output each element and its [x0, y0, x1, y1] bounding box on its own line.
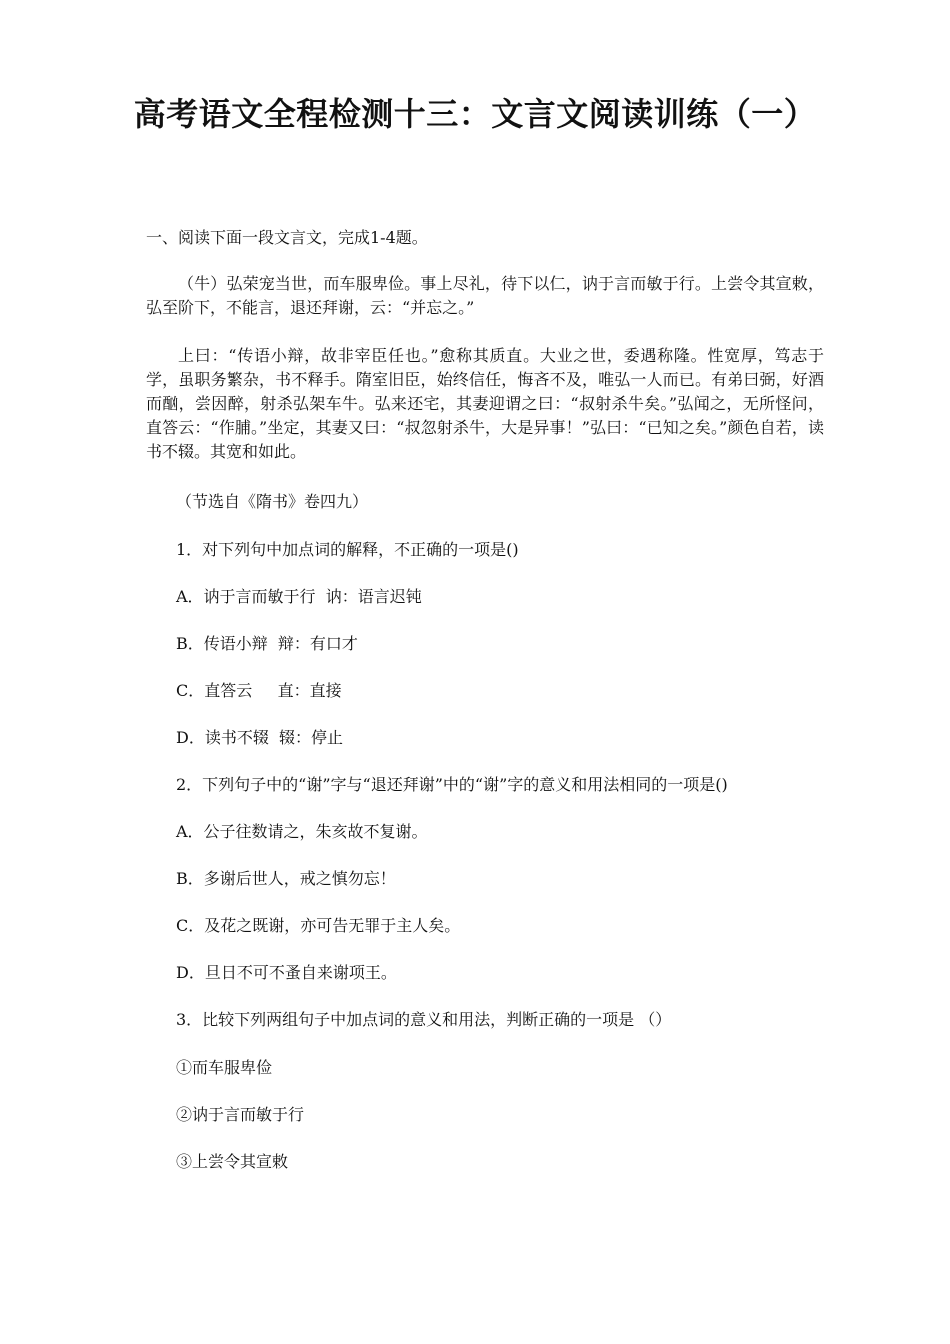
question-2-option-d: D．旦日不可不蚤自来谢项王。 — [176, 963, 397, 982]
question-1-option-b: B．传语小辩 辩：有口才 — [176, 634, 358, 653]
question-1-stem: 1．对下列句中加点词的解释，不正确的一项是() — [176, 540, 519, 559]
question-1-option-a: A．讷于言而敏于行 讷：语言迟钝 — [176, 587, 422, 606]
question-3-item-2: ②讷于言而敏于行 — [176, 1105, 305, 1124]
question-2-option-c: C．及花之既谢，亦可告无罪于主人矣。 — [176, 916, 461, 935]
question-2-option-b: B．多谢后世人，戒之慎勿忘！ — [176, 869, 396, 888]
question-2-option-a: A．公子往数请之，朱亥故不复谢。 — [176, 822, 428, 841]
source-citation: （节选自《隋书》卷四九） — [176, 492, 369, 511]
passage-paragraph-2: 上曰：“传语小辩，故非宰臣任也。”愈称其质直。大业之世，委遇称隆。性宽厚，笃志于学，虽职务繁杂，书不释手。隋室旧臣，始终信任，悔吝不及，唯弘一人而已。有弟曰弼，好酒而酗，尝因醉，射杀弘架车牛。弘来还宅，其妻迎谓之曰：“叔射杀牛矣。”弘闻之，无所怪问，直答云：“作脯。”坐定，其妻又曰：“叔忽射杀牛，大是异事！”弘曰：“已知之矣。”颜色自若，读书不辍。其宽和如此。 — [146, 346, 824, 461]
question-3-item-3: ③上尝令其宣敕 — [176, 1152, 289, 1171]
question-3-item-1: ①而车服卑俭 — [176, 1058, 273, 1077]
question-3-stem: 3．比较下列两组句子中加点词的意义和用法，判断正确的一项是 （） — [176, 1010, 672, 1029]
passage-paragraph-1: （牛）弘荣宠当世，而车服卑俭。事上尽礼，待下以仁，讷于言而敏于行。上尝令其宣敕，弘至阶下，不能言，退还拜谢，云：“并忘之。” — [146, 274, 824, 317]
question-2-stem: 2．下列句子中的“谢”字与“退还拜谢”中的“谢”字的意义和用法相同的一项是() — [176, 775, 728, 794]
instruction-text: 一、阅读下面一段文言文，完成1-4题。 — [146, 228, 428, 247]
page-title: 高考语文全程检测十三：文言文阅读训练（一） — [133, 95, 817, 133]
question-1-option-d: D．读书不辍 辍：停止 — [176, 728, 344, 747]
question-1-option-c: C．直答云 直：直接 — [176, 681, 342, 700]
